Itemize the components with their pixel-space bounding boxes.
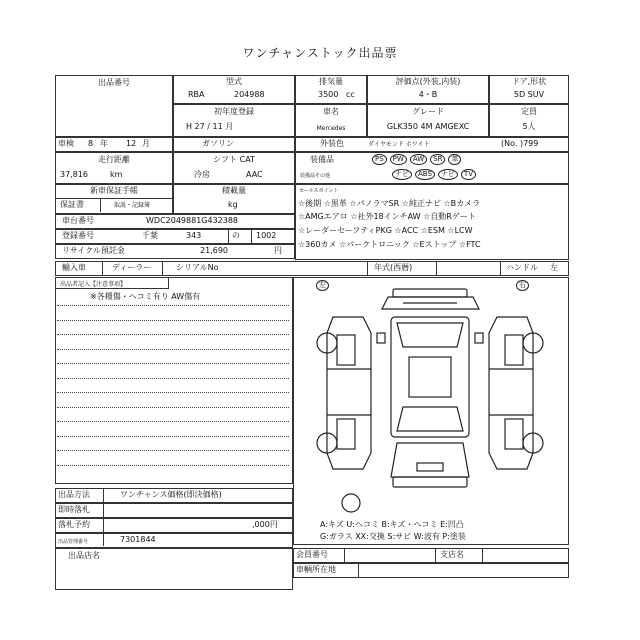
load-cell — [173, 184, 295, 214]
rear-glass — [397, 407, 463, 431]
grade-value: GLK350 4M AMGEXC — [386, 122, 470, 131]
import-divider — [162, 261, 163, 275]
sunroof — [409, 357, 451, 397]
serial-label: シリアルNo — [176, 263, 219, 272]
notes-ruled-line — [57, 436, 289, 437]
handle-label: ハンドル — [506, 263, 538, 272]
shift-cell — [173, 152, 295, 184]
instant-label: 即時落札 — [58, 505, 90, 514]
mileage-label: 走行距離 — [98, 155, 130, 164]
reserve-label: 落札予約 — [58, 520, 90, 529]
shift-value: シフト CAT — [213, 155, 255, 164]
handle-value: 左 — [550, 263, 558, 272]
sales-point-line: ☆後期 ☆黒革 ☆パノラマSR ☆純正ナビ ☆Bカメラ — [298, 199, 481, 208]
fuel-cell — [173, 137, 295, 152]
location-row — [293, 563, 569, 578]
instant-row — [55, 503, 293, 518]
method-row — [55, 488, 293, 503]
notes-ruled-line — [57, 378, 289, 379]
import-divider — [500, 261, 501, 275]
equipment-tv: TV — [461, 169, 476, 180]
control-value: 7301844 — [120, 535, 156, 544]
capacity-value: 5人 — [522, 122, 536, 131]
shop-name-label: 出品店名 — [68, 551, 100, 560]
inspection-month: 12 — [126, 139, 137, 148]
chassis-label: 車台番号 — [62, 216, 94, 225]
manual-divider — [100, 198, 101, 212]
mirror-right — [475, 333, 483, 343]
location-label: 車輌所在地 — [296, 565, 336, 574]
front-bumper — [393, 289, 467, 297]
notes-ruled-line — [57, 407, 289, 408]
notes-ruled-line — [57, 363, 289, 364]
equipment-list — [372, 154, 464, 165]
year-label: 年式(西暦) — [374, 263, 413, 272]
control-row — [55, 533, 293, 548]
displacement-unit: cc — [346, 90, 355, 99]
lot-number-label: 出品番号 — [98, 78, 130, 87]
rating-value: 4・B — [418, 90, 438, 99]
right-side-body — [489, 317, 533, 469]
registration-kana: の — [232, 231, 240, 240]
rear-plate — [417, 463, 443, 471]
model-cell — [173, 75, 295, 104]
recycle-value: 21,690 — [200, 246, 228, 255]
rating-cell — [367, 75, 489, 104]
registration-label: 登録番号 — [62, 231, 94, 240]
maker-cell — [295, 104, 367, 137]
registration-area: 千葉 — [142, 231, 158, 240]
capacity-label: 定員 — [521, 107, 537, 116]
notes-ruled-line — [57, 421, 289, 422]
first-reg-cell — [173, 104, 295, 137]
right-window-rear — [505, 419, 523, 449]
left-window-rear — [337, 419, 355, 449]
equipment-other-list — [392, 169, 479, 180]
member-divider — [344, 548, 345, 562]
equipment-abs: ABS — [415, 169, 435, 180]
inspection-label: 車検 — [58, 139, 74, 148]
sales-point-line: ☆360カメ ☆パークトロニック ☆Eストップ ☆FTC — [298, 240, 481, 249]
record-book-label: 取説・記録簿 — [114, 202, 151, 209]
bottom-label-divider — [103, 488, 104, 546]
notes-header-line — [55, 288, 169, 289]
import-row — [55, 261, 569, 276]
import-divider — [102, 261, 103, 275]
load-unit: kg — [228, 200, 238, 209]
displacement-value: 3500 — [318, 90, 339, 99]
registration-cell — [55, 229, 295, 244]
chassis-cell — [55, 214, 295, 229]
location-divider — [358, 563, 359, 577]
equipment-cell — [295, 152, 569, 184]
method-label: 出品方法 — [58, 490, 90, 499]
load-label: 積載量 — [222, 186, 246, 195]
displacement-label: 排気量 — [319, 77, 343, 86]
ac-label: 冷房 — [194, 170, 210, 179]
grade-label: グレード — [412, 107, 444, 116]
model-label: 型式 — [226, 77, 242, 86]
left-side-mark: 左 — [316, 280, 332, 291]
mileage-value: 37,816 — [60, 170, 88, 179]
rear-gate-outline — [391, 443, 469, 477]
manual-cell — [55, 184, 173, 214]
mirror-left — [377, 333, 385, 343]
left-side-body — [327, 317, 371, 469]
reg-divider — [228, 229, 229, 243]
maker-label: 車名 — [323, 107, 339, 116]
notes-ruled-line — [57, 320, 289, 321]
member-divider — [435, 548, 436, 562]
member-row — [293, 548, 569, 563]
notes-ruled-line — [57, 392, 289, 393]
chassis-value: WDC2049881G432388 — [146, 216, 239, 225]
recycle-cell — [55, 244, 295, 259]
control-label: 出品管理番号 — [58, 539, 89, 545]
sales-point-line: ☆レーダーセーフティPKG ☆ACC ☆ESM ☆LCW — [298, 226, 473, 235]
reg-divider — [251, 229, 252, 243]
car-diagram — [293, 277, 567, 517]
equipment-sr: SR — [430, 154, 445, 165]
maker-value: Mercedes — [316, 125, 346, 132]
model-prefix: RBA — [188, 90, 205, 99]
mileage-unit: km — [110, 170, 123, 179]
mileage-cell — [55, 152, 173, 184]
door-label: ドア,形状 — [511, 77, 547, 86]
notes-ruled-line — [57, 349, 289, 350]
displacement-cell — [295, 75, 367, 104]
fuel-cap-icon — [342, 494, 360, 512]
sales-point-label: セールスポイント — [299, 188, 339, 194]
left-window-front — [337, 335, 355, 365]
rating-label: 評価点(外装,内装) — [395, 77, 461, 86]
notes-text: ※各種傷・ヘコミ有り AW傷有 — [90, 292, 201, 301]
notes-area — [55, 277, 293, 484]
branch-label: 支店名 — [440, 550, 464, 559]
inspection-year-unit: 年 — [100, 139, 108, 148]
member-label: 会員番号 — [296, 550, 328, 559]
recycle-label: リサイクル預託金 — [62, 246, 125, 255]
notes-ruled-line — [57, 334, 289, 335]
color-label: 外装色 — [320, 139, 344, 148]
equipment-other-label: 装備品その他 — [300, 173, 331, 179]
damage-legend-2: G:ガラス XX:交換 S:サビ W:波有 P:塗装 — [320, 532, 466, 541]
damage-legend-1: A:キズ U:ヘコミ B:キズ・ヘコミ E:凹凸 — [320, 520, 464, 529]
first-reg-value: H 27 / 11 月 — [186, 122, 234, 131]
recycle-unit: 円 — [274, 246, 282, 255]
color-value: ダイヤモンド ホワイト — [368, 141, 430, 148]
inspection-year: 8 — [88, 139, 94, 148]
import-value: ディーラー — [112, 263, 152, 272]
notes-ruled-line — [57, 305, 289, 306]
inspection-month-unit: 月 — [142, 139, 150, 148]
equipment-navi: ナビ — [392, 169, 412, 180]
warranty-label: 保証書 — [60, 200, 84, 209]
registration-class: 343 — [186, 231, 202, 240]
ac-value: AAC — [246, 170, 263, 179]
equipment-pw: PW — [390, 154, 407, 165]
shop-name-cell — [55, 548, 293, 590]
registration-number: 1002 — [256, 231, 277, 240]
manual-label: 新車保証手帳 — [90, 186, 138, 195]
notes-header: 出品者記入【注意事項】 — [60, 281, 127, 288]
import-divider — [436, 261, 437, 275]
page-title: ワンチャンストック出品票 — [242, 46, 398, 60]
equipment-label: 装備品 — [310, 155, 334, 164]
sales-point-line: ☆AMGエアロ ☆社外18インチAW ☆自動Rゲート — [298, 212, 476, 221]
sales-point-cell — [295, 184, 569, 260]
notes-ruled-line — [57, 450, 289, 451]
roof-panel — [391, 317, 469, 437]
first-reg-label: 初年度登録 — [214, 107, 254, 116]
inspection-cell — [55, 137, 173, 152]
right-window-front — [505, 335, 523, 365]
equipment-ps: PS — [372, 154, 387, 165]
fuel-value: ガソリン — [202, 139, 234, 148]
equipment-leather: 革 — [448, 154, 461, 165]
method-value: ワンチャンス価格(即決価格) — [120, 490, 222, 499]
import-label: 輸入車 — [62, 263, 86, 272]
windshield — [397, 323, 463, 347]
equipment-navi-2: ナビ — [438, 169, 458, 180]
lot-number-cell — [55, 75, 173, 137]
equipment-aw: AW — [410, 154, 427, 165]
right-side-mark: 右 — [516, 280, 532, 291]
door-cell — [489, 75, 569, 104]
color-cell — [295, 137, 569, 152]
member-divider — [482, 548, 483, 562]
model-code: 204988 — [234, 90, 265, 99]
reserve-value: ,000円 — [252, 520, 278, 529]
import-divider — [367, 261, 368, 275]
rear-bumper — [393, 477, 467, 487]
reserve-row — [55, 518, 293, 533]
color-number: (No. )799 — [501, 139, 539, 148]
capacity-cell — [489, 104, 569, 137]
notes-header-divider — [168, 277, 169, 288]
notes-ruled-line — [57, 465, 289, 466]
manual-hline — [55, 198, 173, 199]
door-value: 5D SUV — [513, 90, 545, 99]
grade-cell — [367, 104, 489, 137]
